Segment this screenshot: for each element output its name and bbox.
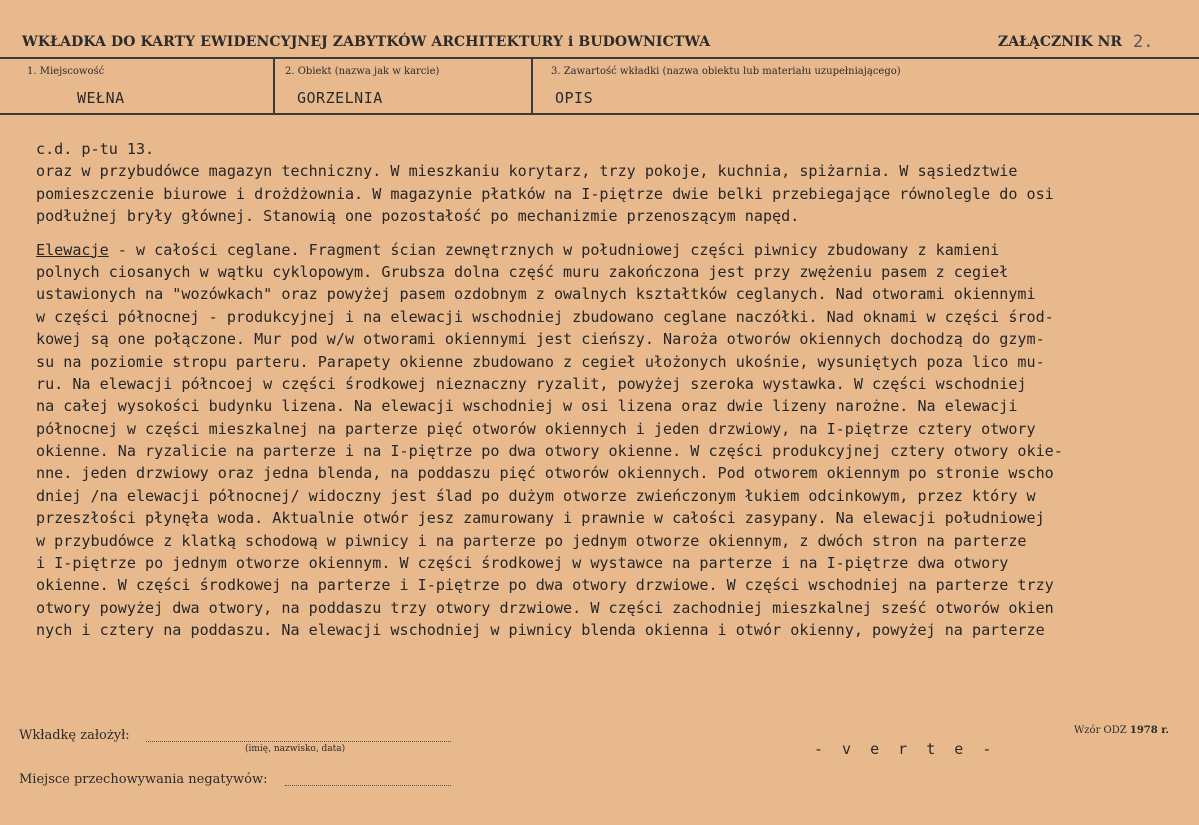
text-line: polnych ciosanych w wątku cyklopowym. Grubsza dolna część muru zakończona jest przy zwężeniu pasem z cegieł xyxy=(36,262,1009,281)
negatives-dotted-line xyxy=(285,785,451,786)
text-line: podłużnej bryły głównej. Stanowią one pozostałość po mechanizmie przenoszącym napęd. xyxy=(36,207,800,226)
pattern-note xyxy=(1074,725,1169,736)
elevations-first-line xyxy=(36,239,1196,261)
text-line: otwory powyżej dwa otwory, na poddaszu trzy otwory drzwiowe. W części zachodniej mieszkalnej sześć otworów okien xyxy=(36,598,1054,617)
pattern-label: Wzór ODZ xyxy=(1074,725,1127,736)
verte-note: - v e r t e - xyxy=(814,740,997,758)
elevations-heading: Elewacje xyxy=(36,240,109,259)
text-line: kowej są one połączone. Mur pod w/w otworami okiennymi jest cieńszy. Naroża otworów okiennych dochodzą do gzym- xyxy=(36,330,1045,349)
text-line: su na poziomie stropu parteru. Parapety okienne zbudowano z cegieł ułożonych ukośnie, wysuniętych poza lico mu- xyxy=(36,352,1045,371)
text-line: nych i cztery na poddaszu. Na elewacji wschodniej w piwnicy blenda okienna i otwór okienny, powyżej na parterze xyxy=(36,621,1045,640)
text-line: w części północnej - produkcyjnej i na elewacji wschodniej zbudowano ceglane naczółki. Nad oknami w części środ- xyxy=(36,307,1054,326)
attachment-label: ZAŁĄCZNIK NR xyxy=(998,34,1123,50)
form-title: WKŁADKA DO KARTY EWIDENCYJNEJ ZABYTKÓW ARCHITEKTURY i BUDOWNICTWA xyxy=(22,34,711,50)
attachment-number: 2. xyxy=(1133,32,1154,52)
text-line: północnej w części mieszkalnej na parterze pięć otworów okiennych i jeden drzwiowy, na I-piętrze cztery otwory xyxy=(36,419,1036,438)
object-value: GORZELNIA xyxy=(297,89,383,107)
field-divider-1 xyxy=(273,59,275,114)
founder-dotted-line xyxy=(146,741,451,742)
text-line: c.d. p-tu 13. xyxy=(36,140,155,158)
founder-label: Wkładkę założył: xyxy=(19,728,130,743)
text-line: nne. jeden drzwiowy oraz jedna blenda, na poddaszu pięć otworów okiennych. Pod otworem okiennym po stronie wscho xyxy=(36,464,1054,483)
negatives-label: Miejsce przechowywania negatywów: xyxy=(19,772,268,787)
text-line: ustawionych na "wozówkach" oraz powyżej pasem ozdobnym z owalnych kształtków ceglanych. Nad otworami okiennymi xyxy=(36,285,1036,304)
text-line: okienne. W części środkowej na parterze i I-piętrze po dwa otwory drzwiowe. W części wschodniej na parterze trzy xyxy=(36,576,1054,595)
fields-bottom-rule xyxy=(0,113,1199,115)
content-value: OPIS xyxy=(555,89,594,107)
description-text xyxy=(36,138,1196,642)
text-line: ru. Na elewacji półncoej w części środkowej nieznaczny ryzalit, powyżej szeroka wystawka. W części wschodniej xyxy=(36,374,1027,393)
text-line: przeszłości płynęła woda. Aktualnie otwór jesz zamurowany i prawnie w całości zasypany. Na elewacji południowej xyxy=(36,509,1045,528)
text-line: dniej /na elewacji północnej/ widoczny jest ślad po dużym otworze zwieńczonym łukiem odcinkowym, przez który w xyxy=(36,486,1036,505)
blank-line xyxy=(36,228,1196,239)
header-top-rule xyxy=(0,57,1199,59)
text-line: pomieszczenie biurowe i drożdżownia. W magazynie płatków na I-piętrze dwie belki przebiegające równolegle do osi xyxy=(36,184,1054,203)
locality-value: WEŁNA xyxy=(77,89,125,107)
elevations-first-line-text: - w całości ceglane. Fragment ścian zewnętrznych w południowej części piwnicy zbudowany z kamieni xyxy=(108,240,1000,259)
locality-label: 1. Miejscowość xyxy=(27,66,105,77)
content-label: 3. Zawartość wkładki (nazwa obiektu lub materiału uzupełniającego) xyxy=(551,66,901,77)
text-line: okienne. Na ryzalicie na parterze i na I-piętrze po dwa otwory okienne. W części produkcyjnej cztery otwory okie- xyxy=(36,442,1063,461)
text-line: oraz w przybudówce magazyn techniczny. W mieszkaniu korytarz, trzy pokoje, kuchnia, spiżarnia. W sąsiedztwie xyxy=(36,162,1018,181)
text-line: w przybudówce z klatką schodową w piwnicy i na parterze po jednym otworze okiennym, z dwóch stron na parterze xyxy=(36,531,1027,550)
field-divider-2 xyxy=(531,59,533,114)
pattern-year: 1978 r. xyxy=(1129,725,1170,736)
object-label: 2. Obiekt (nazwa jak w karcie) xyxy=(285,66,440,77)
text-line: i I-piętrze po jednym otworze okiennym. W części środkowej w wystawce na parterze i na I-piętrze dwa otwory xyxy=(36,554,1009,573)
founder-hint: (imię, nazwisko, data) xyxy=(245,744,346,754)
text-line: na całej wysokości budynku lizena. Na elewacji wschodniej w osi lizena oraz dwie lizeny narożne. Na elewacji xyxy=(36,397,1018,416)
